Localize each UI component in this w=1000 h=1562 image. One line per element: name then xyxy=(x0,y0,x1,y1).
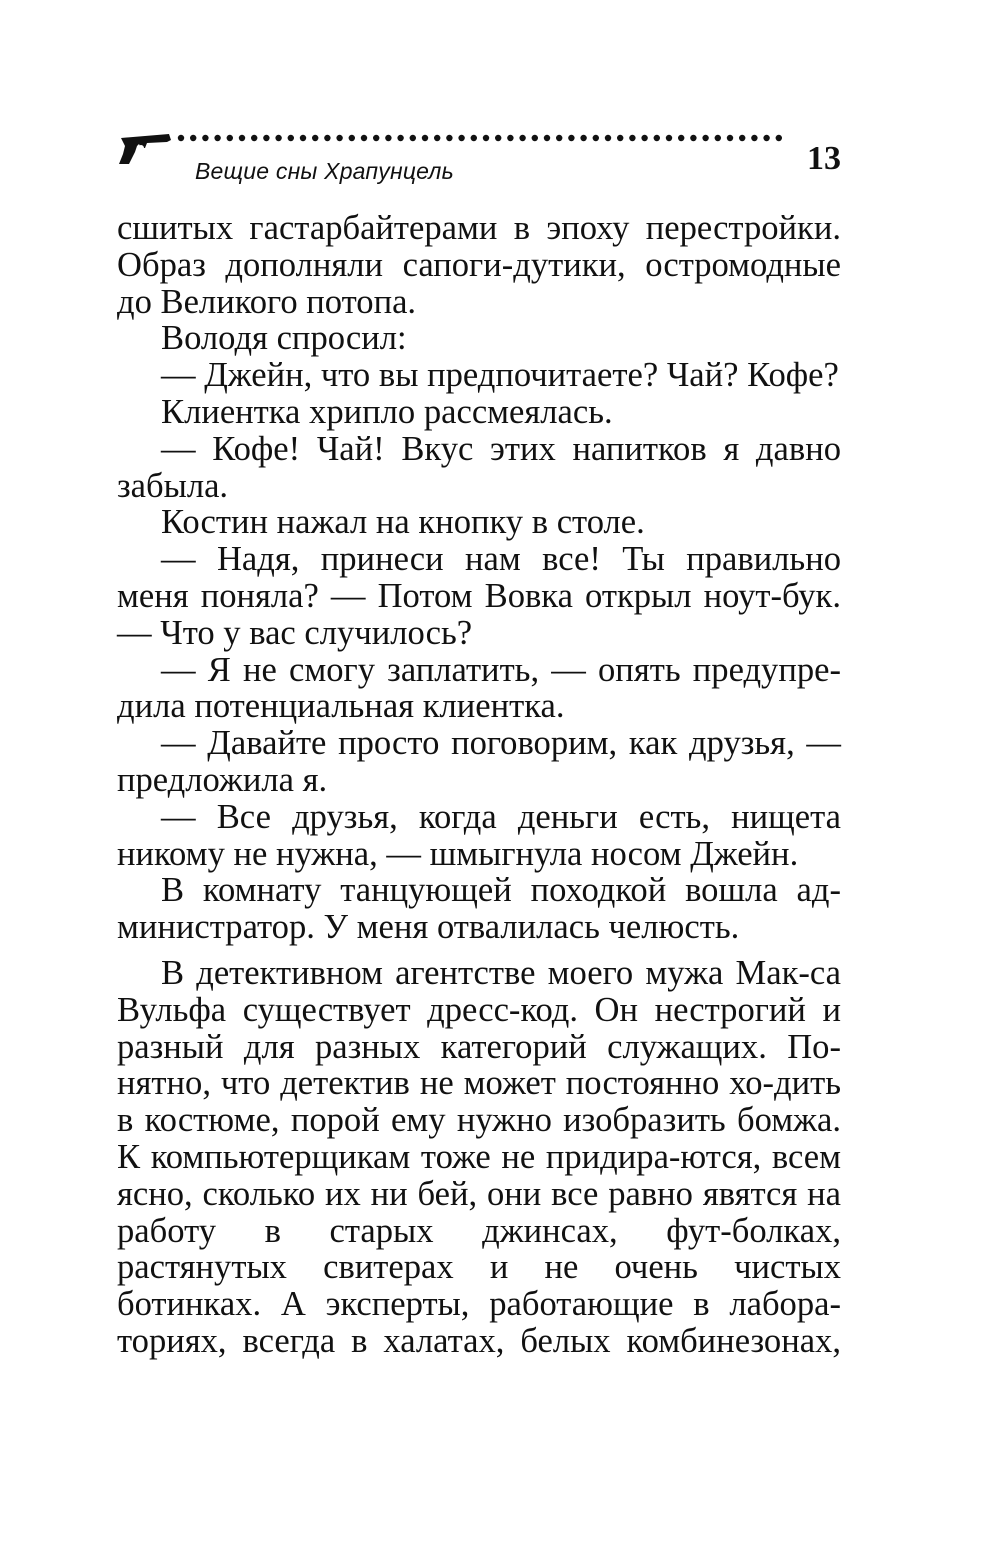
paragraph: Клиентка хрипло рассмеялась. xyxy=(161,392,613,431)
paragraph: В комнату танцующей походкой вошла ад-министратор. У меня отвалилась челюсть. xyxy=(117,871,841,947)
paragraph: Володя спросил: xyxy=(161,319,407,358)
dotted-rule xyxy=(177,128,791,148)
paragraph: — Джейн, что вы предпочитаете? Чай? Кофе? xyxy=(161,356,839,395)
page-header xyxy=(117,128,841,198)
running-title: Вещие сны Храпунцель xyxy=(195,158,454,184)
paragraph: — Все друзья, когда деньги есть, нищета никому не нужна, — шмыгнула носом Джейн. xyxy=(117,797,841,873)
revolver-icon xyxy=(117,130,173,170)
body-text xyxy=(117,210,841,1360)
paragraph: — Кофе! Чай! Вкус этих напитков я давно забыла. xyxy=(117,429,841,505)
paragraph: — Давайте просто поговорим, как друзья, — предложила я. xyxy=(117,724,841,799)
paragraph: — Надя, принеси нам все! Ты правильно меня поняла? — Потом Вовка открыл ноут-бук. — Что у вас случилось? xyxy=(117,540,841,652)
paragraph: сшитых гастарбайтерами в эпоху перестройки. Образ дополняли сапоги-дутики, остромодные до Великого потопа. xyxy=(117,209,841,321)
paragraph: В детективном агентстве моего мужа Мак-са Вульфа существует дресс-код. Он нестрогий и разный для разных категорий служащих. По-нятно, что детектив не может постоянно хо-дить в костюме, порой ему нужно изобразить бомжа. К компьютерщикам тоже не придира-ются, всем ясно, сколько их ни бей, они все равно явятся на работу в старых джинсах, фут-болках, растянутых свитерах и не очень чистых ботинках. А эксперты, работающие в лабора-ториях, всегда в халатах, белых комбинезонах, xyxy=(117,953,841,1360)
paragraph: — Я не смогу заплатить, — опять предупре-дила потенциальная клиентка. xyxy=(117,650,841,726)
paragraph: Костин нажал на кнопку в столе. xyxy=(161,503,645,542)
page-number: 13 xyxy=(807,140,841,177)
